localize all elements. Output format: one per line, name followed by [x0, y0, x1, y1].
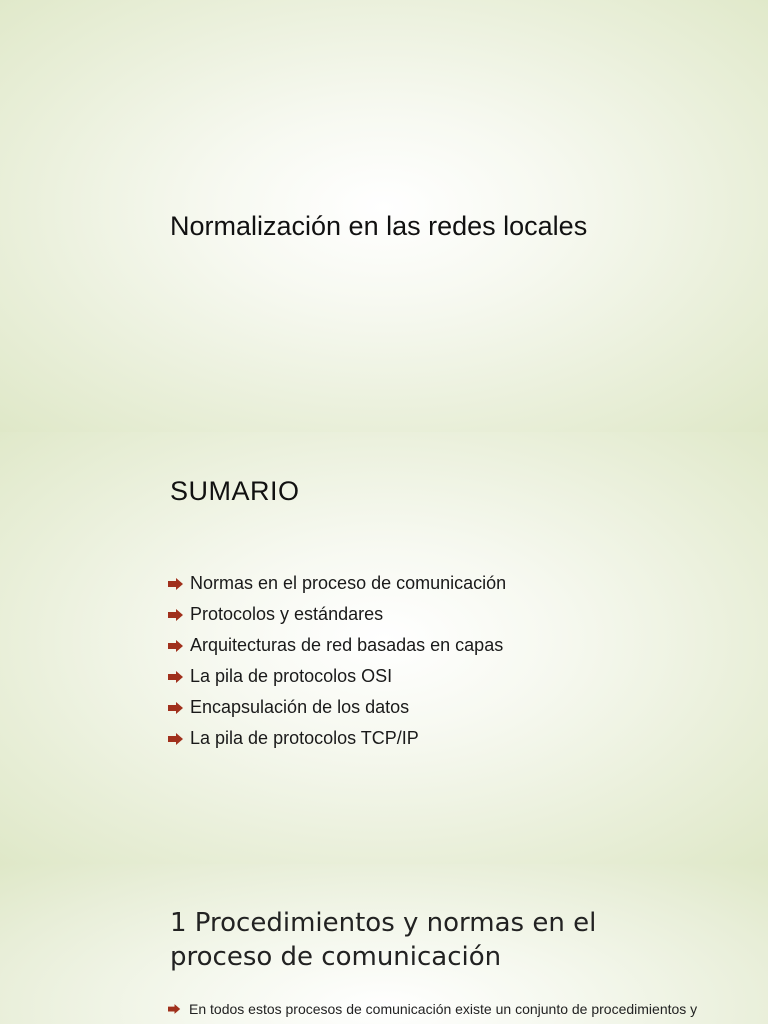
list-item [168, 630, 506, 661]
list-item-label: La pila de protocolos OSI [190, 666, 393, 686]
slide-3-title [170, 906, 690, 974]
slide-1-title: Normalización en las redes locales [170, 211, 588, 241]
list-item-label: Arquitecturas de red basadas en capas [190, 635, 504, 655]
summary-list [168, 568, 506, 754]
slide-title [0, 0, 768, 432]
slide-2-title: SUMARIO [170, 476, 300, 506]
list-item-label: Encapsulación de los datos [190, 697, 410, 717]
list-item-label: La pila de protocolos TCP/IP [190, 728, 419, 748]
arrow-bullet-icon [168, 578, 184, 590]
arrow-bullet-icon [168, 702, 184, 714]
list-item [168, 723, 506, 754]
list-item [168, 661, 506, 692]
arrow-bullet-icon [168, 609, 184, 621]
arrow-bullet-icon [168, 671, 184, 683]
arrow-bullet-icon [168, 640, 184, 652]
slide-3-body-text: En todos estos procesos de comunicación existe un conjunto de procedimientos y [189, 1001, 698, 1017]
list-item [168, 568, 506, 599]
list-item [168, 599, 506, 630]
arrow-bullet-icon [168, 1004, 181, 1014]
slide-3-title-line1: 1 Procedimientos y normas en el [170, 908, 597, 938]
list-item-label: Normas en el proceso de comunicación [190, 573, 507, 593]
arrow-bullet-icon [168, 733, 184, 745]
list-item [168, 692, 506, 723]
slide-3-body [168, 1000, 728, 1018]
slide-procedures [0, 864, 768, 1024]
list-item-label: Protocolos y estándares [190, 604, 384, 624]
slide-summary [0, 432, 768, 864]
slide-3-title-line2: proceso de comunicación [170, 942, 502, 972]
